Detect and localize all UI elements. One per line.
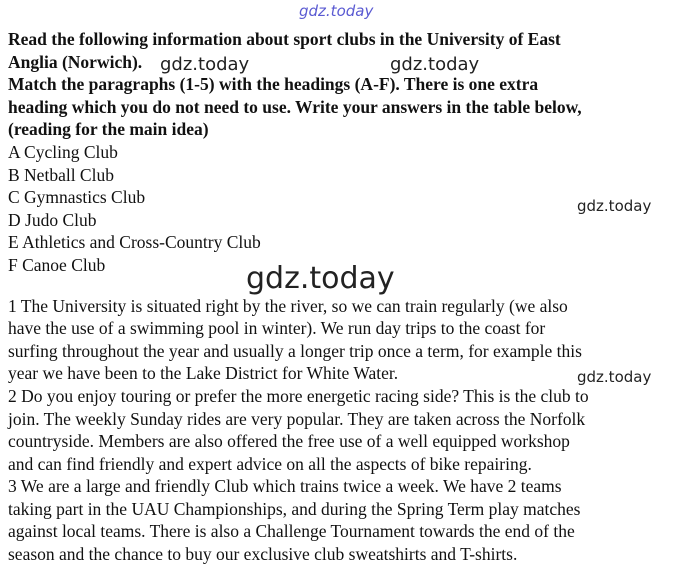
paragraph-3-line: 3 We are a large and friendly Club which trains twice a week. We have 2 teams xyxy=(8,476,562,497)
paragraph-2-line: join. The weekly Sunday rides are very popular. They are taken across the Norfolk xyxy=(8,408,586,429)
paragraph-3-line: against local teams. There is also a Challenge Tournament towards the end of the xyxy=(8,521,575,542)
document-body xyxy=(8,28,672,566)
watermark-top: gdz.today xyxy=(299,2,374,20)
watermark-center-big: gdz.today xyxy=(246,261,395,296)
instruction-line: Anglia (Norwich). xyxy=(8,51,143,72)
paragraph-2-line: countryside. Members are also offered the free use of a well equipped workshop xyxy=(8,431,570,452)
heading-option-c: C Gymnastics Club xyxy=(8,187,146,208)
paragraph-1-line: have the use of a swimming pool in winter). We run day trips to the coast for xyxy=(8,318,546,339)
heading-option-e: E Athletics and Cross-Country Club xyxy=(8,232,261,253)
watermark-mid-1: gdz.today xyxy=(160,54,250,75)
paragraph-1-line: year we have been to the Lake District for White Water. xyxy=(8,363,399,384)
paragraph-2-line: and can find friendly and expert advice on all the aspects of bike repairing. xyxy=(8,453,532,474)
instruction-line: heading which you do not need to use. Write your answers in the table below, xyxy=(8,96,582,117)
watermark-right-1: gdz.today xyxy=(577,197,652,215)
paragraph-1-line: 1 The University is situated right by the river, so we can train regularly (we also xyxy=(8,295,568,316)
instruction-line: Read the following information about sport clubs in the University of East xyxy=(8,29,561,49)
paragraph-2-line: 2 Do you enjoy touring or prefer the more energetic racing side? This is the club to xyxy=(8,385,589,406)
paragraph-1-line: surfing throughout the year and usually a longer trip once a term, for example this xyxy=(8,340,582,361)
paragraph-3-line: taking part in the UAU Championships, and during the Spring Term play matches xyxy=(8,498,581,519)
heading-option-d: D Judo Club xyxy=(8,209,97,230)
heading-option-b: B Netball Club xyxy=(8,164,114,185)
instruction-line: (reading for the main idea) xyxy=(8,119,209,140)
heading-option-a: A Cycling Club xyxy=(8,141,118,162)
heading-option-f: F Canoe Club xyxy=(8,254,106,275)
paragraph-3-line: season and the chance to buy our exclusive club sweatshirts and T-shirts. xyxy=(8,544,518,565)
instruction-line: Match the paragraphs (1-5) with the headings (A-F). There is one extra xyxy=(8,74,539,95)
watermark-mid-2: gdz.today xyxy=(390,54,480,75)
watermark-right-2: gdz.today xyxy=(577,368,652,386)
